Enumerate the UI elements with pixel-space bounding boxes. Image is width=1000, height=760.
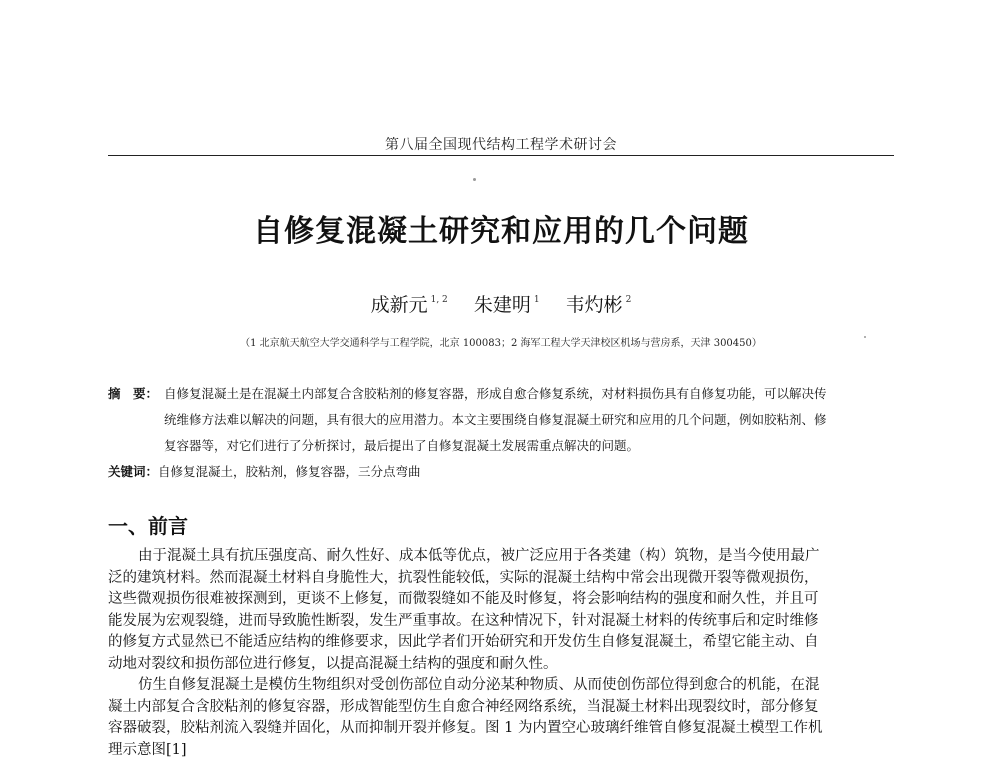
affiliation: （1 北京航天航空大学交通科学与工程学院，北京 100083；2 海军工程大学天津校区机场与营房系，天津 300450） <box>240 338 762 349</box>
author-name: 成新元 <box>370 294 428 316</box>
paragraph-line: 由于混凝土具有抗压强度高、耐久性好、成本低等优点，被广泛应用于各类建（构）筑物，是当今使用最广 <box>138 548 820 564</box>
author-affiliation-mark: 1 <box>533 295 540 305</box>
paragraph-line: 泛的建筑材料。然而混凝土材料自身脆性大，抗裂性能较低，实际的混凝土结构中常会出现微开裂等微观损伤， <box>108 569 819 586</box>
author-affiliation-mark: 2 <box>625 295 632 305</box>
author-3 <box>566 294 632 316</box>
abstract-line: 复容器等，对它们进行了分析探讨，最后提出了自修复混凝土发展需重点解决的问题。 <box>164 438 640 453</box>
paragraph-line: 的修复方式显然已不能适应结构的维修要求，因此学者们开始研究和开发仿生自修复混凝土，希望它能主动、自 <box>108 634 819 650</box>
keywords-text: 自修复混凝土，胶粘剂，修复容器，三分点弯曲 <box>158 464 421 479</box>
paragraph-line: 仿生自修复混凝土是模仿生物组织对受创伤部位自动分泌某种物质、从而使创伤部位得到愈合的机能，在混 <box>138 677 820 693</box>
author-1 <box>371 294 448 316</box>
abstract-line: 统维修方法难以解决的问题，具有很大的应用潜力。本文主要围绕自修复混凝土研究和应用的几个问题，例如胶粘剂、修 <box>164 412 827 427</box>
abstract-row <box>108 381 896 407</box>
abstract-row <box>108 407 896 433</box>
section-heading: 一、前言 <box>108 514 188 538</box>
header-rule <box>108 155 894 156</box>
author-affiliation-mark: 1, 2 <box>430 295 448 305</box>
paragraph-line: 容器破裂，胶粘剂流入裂缝并固化，从而抑制开裂并修复。图 1 为内置空心玻璃纤维管自修复混凝土模型工作机 <box>108 720 823 736</box>
abstract-row <box>108 433 896 459</box>
paragraph-line: 能发展为宏观裂缝，进而导致脆性断裂，发生严重事故。在这种情况下，针对混凝土材料的传统事后和定时维修 <box>108 612 819 629</box>
keywords-label: 关键词： <box>108 464 159 479</box>
author-2 <box>474 294 540 316</box>
abstract-label-spacer <box>108 433 164 459</box>
paragraph-line: 这些微观损伤很难被探测到，更谈不上修复，而微裂缝如不能及时修复，将会影响结构的强度和耐久性，并且可 <box>108 591 819 607</box>
scan-speck <box>864 336 866 338</box>
author-name: 朱建明 <box>473 294 531 316</box>
abstract <box>108 381 896 459</box>
author-list <box>108 290 894 317</box>
running-header: 第八届全国现代结构工程学术研讨会 <box>385 137 617 153</box>
keywords <box>108 459 896 485</box>
body-text <box>108 546 894 760</box>
paragraph-line: 动地对裂纹和损伤部位进行修复，以提高混凝土结构的强度和耐久性。 <box>108 655 558 672</box>
paper-title: 自修复混凝土研究和应用的几个问题 <box>253 214 749 249</box>
scan-speck <box>473 178 476 181</box>
author-name: 韦灼彬 <box>565 294 623 316</box>
paragraph-line: 凝土内部复合含胶粘剂的修复容器，形成智能型仿生自愈合神经网络系统，当混凝土材料出现裂纹时，部分修复 <box>108 698 819 715</box>
abstract-line: 自修复混凝土是在混凝土内部复合含胶粘剂的修复容器，形成自愈合修复系统，对材料损伤具有自修复功能，可以解决传 <box>164 386 827 401</box>
abstract-label-spacer <box>108 407 164 433</box>
abstract-label: 摘 要： <box>108 386 159 401</box>
paragraph-line: 理示意图[1] <box>108 741 187 758</box>
